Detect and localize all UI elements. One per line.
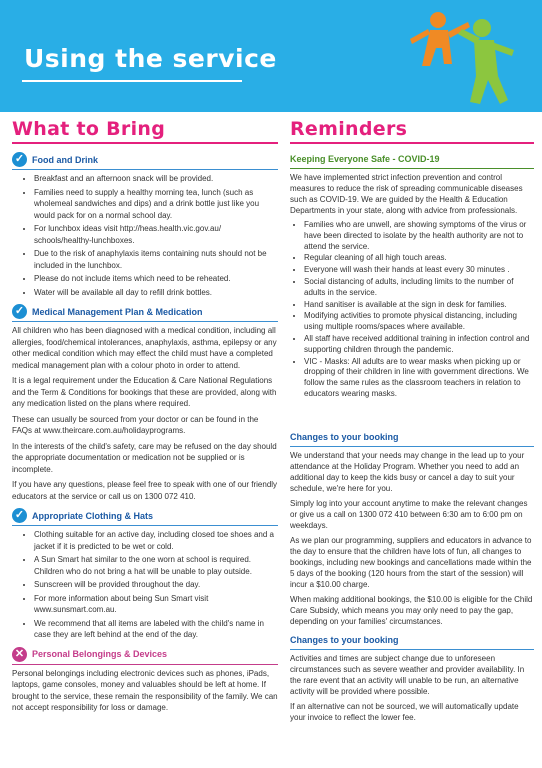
paragraph: Activities and times are subject change due to unforeseen circumstances such as severe weather and provider availability. In the rare event that an activity will unable to be run, an alternative activity will be provided where possible. [290,653,525,696]
check-icon: ✓ [12,152,27,167]
cross-icon: ✕ [12,647,27,662]
list-item: • Due to the risk of anaphylaxis items containing nuts should not be included in the lunchbox. [34,248,278,271]
food-heading [12,150,278,170]
paragraph: If you have any questions, please feel free to speak with one of our friendly educators at the service or call us on 1300 072 410. [12,480,278,501]
medical-heading-label: Medical Management Plan & Medication [32,306,203,317]
list-item: • Clothing suitable for an active day, including closed toe shoes and a jacket if it is predicted to be wet or cold. [34,529,278,552]
covid-list [290,220,534,400]
list-item: • We recommend that all items are labeled with the child's name in case they are left behind at the end of the day. [34,618,278,641]
list-item: • Water will be available all day to refill drink bottles. [34,287,278,299]
food-heading-label: Food and Drink [32,154,98,165]
covid-heading: Keeping Everyone Safe - COVID-19 [290,150,534,169]
clothing-list [12,529,278,641]
belongings-heading-label: Personal Belongings & Devices [32,649,168,659]
paragraph: When making additional bookings, the $10.00 is eligible for the Child Care Subsidy, which means you may only need to pay the gap, depending on your families' circumstances. [290,594,533,626]
reminders-title: Reminders [290,118,408,140]
check-icon: ✓ [12,304,27,319]
list-item: • A Sun Smart hat similar to the one worn at school is required. Children who do not bring a hat will be unable to play outside. [34,554,278,577]
booking-heading: Changes to your booking [290,428,534,447]
paragraph: All children who has been diagnosed with a medical condition, including all allergies, food/chemical intolerances, anaphylaxis, asthma, epilepsy or any other medical condition which may effect the child must have a completed medical management plan with a colour photo in order to attend. [12,326,277,370]
list-item: • Everyone will wash their hands at least every 30 minutes . [304,265,534,276]
list-item: • Families need to supply a healthy morning tea, lunch (such as wholemeal sandwiches and dips) and a drink bottle just like you would pack for on a normal school day. [34,187,278,222]
paragraph: Simply log into your account anytime to make the relevant changes or give us a call on 1300 072 410 between 6:30 am to 6:00 pm on weekdays. [290,498,528,530]
medical-heading [12,302,278,322]
paragraph: In the interests of the child's safety, care may be refused on the day should the appropriate documentation or medication not be supplied or is incomplete. [12,441,277,474]
list-item: • Social distancing of adults, including limits to the number of adults in the service. [304,277,534,299]
list-item: • VIC - Masks: All adults are to wear masks when picking up or dropping of their children in line with government directions. We follow the same rules as the classroom teachers in relation to educators wearing masks. [304,357,534,400]
paragraph: Personal belongings including electronic devices such as phones, iPads, laptops, game consoles, money and valuables should be left at home. If brought to the service, these remain the responsibility of the family. We can not accept responsibility for loss or damage. [12,668,278,712]
title-divider [12,142,278,144]
food-list [12,173,278,298]
check-icon: ✓ [12,508,27,523]
child-green-figure [458,19,514,104]
clothing-heading-label: Appropriate Clothing & Hats [32,510,153,521]
list-item: • Breakfast and an afternoon snack will be provided. [34,173,278,185]
list-item: • Modifying activities to promote physical distancing, including using multiple rooms/spaces where available. [304,311,534,333]
list-item: • For lunchbox ideas visit http://heas.health.vic.gov.au/ schools/healthy-lunchboxes. [34,223,278,246]
left-column [12,116,278,718]
paragraph: If an alternative can not be sourced, we will automatically update your invoice to reflect the lower fee. [290,701,519,722]
title-divider [290,142,534,144]
paragraph: We have implemented strict infection prevention and control measures to reduce the risk of spreading communicable diseases such as COVID-19. We are guided by the Health & Education Departments in your state, along with advice from professionals. [290,173,523,215]
list-item: • Families who are unwell, are showing symptoms of the virus or have been directed to isolate by the health authority are not to attend the service. [304,220,534,252]
booking2-heading: Changes to your booking [290,631,534,650]
list-item: • All staff have received additional training in infection control and supporting children through the pandemic. [304,334,534,356]
belongings-heading [12,645,278,665]
list-item: • Regular cleaning of all high touch areas. [304,253,534,264]
list-item: • Hand sanitiser is available at the sign in desk for families. [304,300,534,311]
clothing-heading [12,506,278,526]
paragraph: We understand that your needs may change in the lead up to your attendance at the Holiday Program. Whether you need to add an additional day to keep the kids busy or cancel a day to suit your schedule, we're here for you. [290,450,525,493]
paragraph: It is a legal requirement under the Education & Care National Regulations and the Term & Conditions for bookings that these are provided, along with any medication listed on the plans where required. [12,376,277,408]
list-item: • Please do not include items which need to be reheated. [34,273,278,285]
what-to-bring-title: What to Bring [12,118,166,140]
page-header [0,0,542,112]
paragraph: As we plan our programming, suppliers and educators in advance to the day to ensure that the children have lots of fun, all changes to bookings, including new bookings and cancellations made within the 5 days of the booking (120 hours from the start of the session) will incur a $10.00 charge. [290,535,532,589]
child-orange-figure [410,12,470,66]
list-item: • For more information about being Sun Smart visit www.sunsmart.com.au. [34,593,278,616]
list-item: • Sunscreen will be provided throughout the day. [34,579,278,591]
page-title: Using the service [24,44,277,73]
kids-illustration [390,4,530,110]
paragraph: These can usually be sourced from your doctor or can be found in the FAQs at www.theircare.com.au/holidayprograms. [12,414,259,435]
right-column [290,116,534,727]
title-underline [22,80,242,82]
